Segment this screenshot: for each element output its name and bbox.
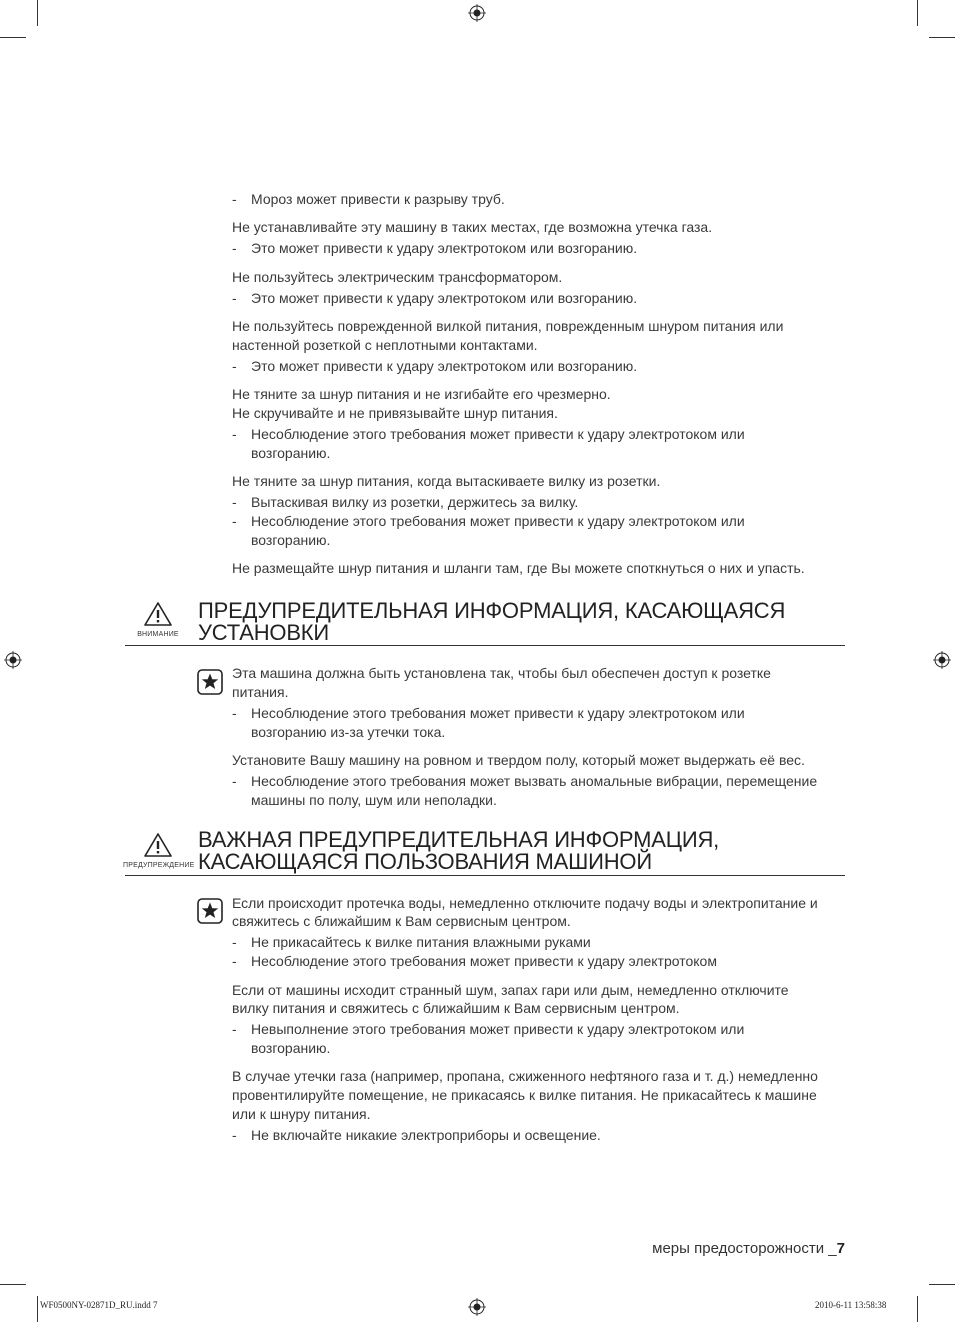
list-item: Не прикасайтесь к вилке питания влажными руками xyxy=(251,934,591,950)
paragraph-line: провентилируйте помещение, не прикасаясь к вилке питания. Не прикасайтесь к машине xyxy=(232,1087,817,1103)
crop-mark-top-left-v xyxy=(37,0,38,26)
paragraph-line: Установите Вашу машину на ровном и твердом полу, который может выдержать её вес. xyxy=(232,752,805,768)
registration-mark-icon xyxy=(933,651,951,669)
crop-mark-bottom-left-v xyxy=(37,1296,38,1322)
list-item: Несоблюдение этого требования может привести к удару электротоком xyxy=(251,953,717,969)
crop-mark-top-left-h xyxy=(0,37,26,38)
list-item: Вытаскивая вилку из розетки, держитесь за вилку. xyxy=(251,494,579,510)
bullet-dash: - xyxy=(232,290,237,306)
section-title-line: ВАЖНАЯ ПРЕДУПРЕДИТЕЛЬНАЯ ИНФОРМАЦИЯ, xyxy=(198,827,720,852)
section-divider xyxy=(125,645,845,646)
registration-mark-icon xyxy=(468,1298,486,1316)
bullet-dash: - xyxy=(232,773,237,789)
bullet-dash: - xyxy=(232,705,237,721)
crop-mark-top-right-h xyxy=(929,37,955,38)
paragraph-line: свяжитесь с ближайшим к Вам сервисным центром. xyxy=(232,913,571,929)
bullet-dash: - xyxy=(232,494,237,510)
list-item-continued: возгоранию. xyxy=(251,445,331,461)
list-item: Мороз может привести к разрыву труб. xyxy=(251,191,505,207)
list-item: Это может привести к удару электротоком или возгоранию. xyxy=(251,290,638,306)
list-item: Несоблюдение этого требования может вызвать аномальные вибрации, перемещение xyxy=(251,773,818,789)
paragraph-line: Не размещайте шнур питания и шланги там, где Вы можете споткнуться о них и упасть. xyxy=(232,560,805,576)
page-footer xyxy=(652,1240,845,1257)
list-item: Несоблюдение этого требования может привести к удару электротоком или xyxy=(251,513,745,529)
warning-caption: ПРЕДУПРЕЖДЕНИЕ xyxy=(123,862,195,869)
bullet-dash: - xyxy=(232,191,237,207)
bullet-dash: - xyxy=(232,358,237,374)
paragraph-line: Не тяните за шнур питания и не изгибайте его чрезмерно. xyxy=(232,386,611,402)
list-item: Это может привести к удару электротоком или возгоранию. xyxy=(251,358,638,374)
registration-mark-icon xyxy=(4,651,22,669)
paragraph-line: или к шнуру питания. xyxy=(232,1106,371,1122)
paragraph-line: Не тяните за шнур питания, когда вытаскиваете вилку из розетки. xyxy=(232,473,661,489)
section-title-line: КАСАЮЩАЯСЯ ПОЛЬЗОВАНИЯ МАШИНОЙ xyxy=(198,849,652,874)
bullet-dash: - xyxy=(232,513,237,529)
list-item: Несоблюдение этого требования может привести к удару электротоком или xyxy=(251,426,745,442)
bullet-dash: - xyxy=(232,934,237,950)
paragraph-line: Если происходит протечка воды, немедленно отключите подачу воды и электропитание и xyxy=(232,895,818,911)
paragraph-line: Не пользуйтесь электрическим трансформатором. xyxy=(232,269,563,285)
caution-badge xyxy=(123,602,193,638)
print-slug-filename: WF0500NY-02871D_RU.indd 7 xyxy=(40,1300,158,1310)
crop-mark-bottom-left-h xyxy=(0,1284,26,1285)
registration-mark-icon xyxy=(468,4,486,22)
print-slug-timestamp: 2010-6-11 13:58:38 xyxy=(815,1300,887,1310)
paragraph-line: вилку питания и свяжитесь с ближайшим к Вам сервисным центром. xyxy=(232,1000,680,1016)
list-item: Несоблюдение этого требования может привести к удару электротоком или xyxy=(251,705,745,721)
footer-section-name: меры предосторожности _ xyxy=(652,1240,837,1257)
star-note-icon xyxy=(197,669,223,695)
paragraph-line: Если от машины исходит странный шум, запах гари или дым, немедленно отключите xyxy=(232,982,789,998)
paragraph-line: Не скручивайте и не привязывайте шнур питания. xyxy=(232,405,558,421)
list-item: Это может привести к удару электротоком или возгоранию. xyxy=(251,240,638,256)
paragraph-line: В случае утечки газа (например, пропана, сжиженного нефтяного газа и т. д.) немедленно xyxy=(232,1068,818,1084)
caution-caption: ВНИМАНИЕ xyxy=(137,631,179,638)
bullet-dash: - xyxy=(232,1021,237,1037)
bullet-dash: - xyxy=(232,240,237,256)
crop-mark-bottom-right-h xyxy=(929,1284,955,1285)
section-title-line: УСТАНОВКИ xyxy=(198,620,330,645)
list-item-continued: машины по полу, шум или неполадки. xyxy=(251,792,497,808)
crop-mark-top-right-v xyxy=(917,0,918,26)
warning-triangle-icon xyxy=(144,602,172,626)
list-item-continued: возгоранию. xyxy=(251,1040,331,1056)
section-divider xyxy=(125,875,845,876)
warning-triangle-icon xyxy=(144,833,172,857)
bullet-dash: - xyxy=(232,953,237,969)
list-item: Невыполнение этого требования может привести к удару электротоком или xyxy=(251,1021,745,1037)
section-title-line: ПРЕДУПРЕДИТЕЛЬНАЯ ИНФОРМАЦИЯ, КАСАЮЩАЯСЯ xyxy=(198,598,786,623)
star-note-icon xyxy=(197,898,223,924)
paragraph-line: питания. xyxy=(232,684,289,700)
paragraph-line: настенной розеткой с неплотными контактами. xyxy=(232,337,538,353)
crop-mark-bottom-right-v xyxy=(917,1296,918,1322)
paragraph-line: Не пользуйтесь поврежденной вилкой питания, поврежденным шнуром питания или xyxy=(232,318,784,334)
paragraph-line: Не устанавливайте эту машину в таких местах, где возможна утечка газа. xyxy=(232,219,713,235)
warning-badge xyxy=(123,833,193,869)
bullet-dash: - xyxy=(232,426,237,442)
page-number: 7 xyxy=(836,1240,845,1257)
list-item: Не включайте никакие электроприборы и освещение. xyxy=(251,1127,601,1143)
list-item-continued: возгоранию. xyxy=(251,532,331,548)
list-item-continued: возгоранию из-за утечки тока. xyxy=(251,724,446,740)
paragraph-line: Эта машина должна быть установлена так, чтобы был обеспечен доступ к розетке xyxy=(232,665,771,681)
bullet-dash: - xyxy=(232,1127,237,1143)
